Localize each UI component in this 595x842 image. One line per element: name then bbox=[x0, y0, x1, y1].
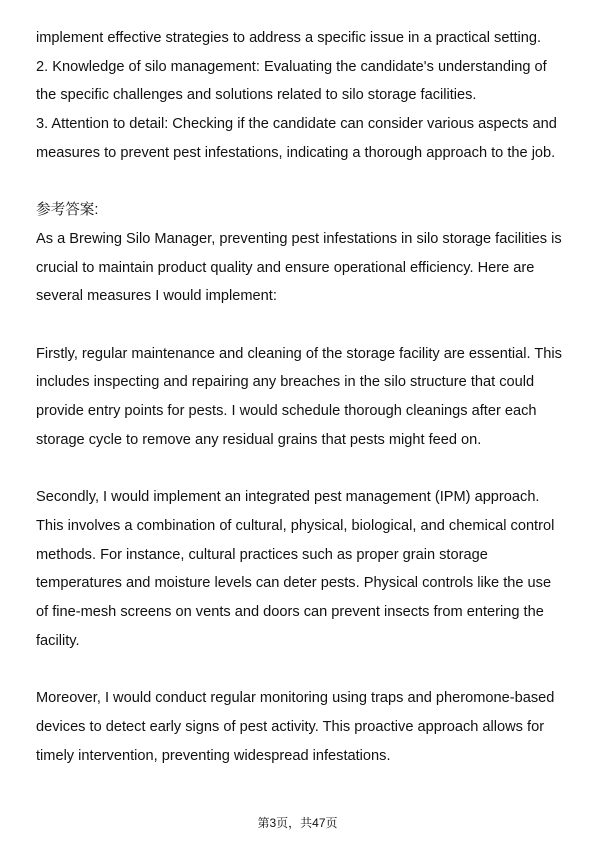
answer-paragraph-3-line: Secondly, I would implement an integrated pest management (IPM) approach. bbox=[36, 489, 540, 506]
intro-line: 3. Attention to detail: Checking if the candidate can consider various aspects and bbox=[36, 116, 557, 133]
paragraph-gap bbox=[36, 655, 564, 684]
answer-paragraph-2-line: provide entry points for pests. I would schedule thorough cleanings after each bbox=[36, 403, 537, 420]
answer-paragraph-4-line: Moreover, I would conduct regular monitoring using traps and pheromone-based bbox=[36, 690, 555, 707]
answer-paragraph-2-line: includes inspecting and repairing any breaches in the silo structure that could bbox=[36, 374, 535, 391]
answer-heading: 参考答案: bbox=[36, 202, 99, 219]
intro-line: the specific challenges and solutions related to silo storage facilities. bbox=[36, 87, 477, 104]
answer-paragraph-2-line: storage cycle to remove any residual grains that pests might feed on. bbox=[36, 431, 482, 448]
answer-paragraph-1-line: crucial to maintain product quality and ensure operational efficiency. Here are bbox=[36, 259, 535, 276]
answer-paragraph-3-line: facility. bbox=[36, 632, 80, 649]
answer-paragraph-3-line: This involves a combination of cultural, physical, biological, and chemical control bbox=[36, 517, 555, 534]
intro-line: implement effective strategies to address a specific issue in a practical setting. bbox=[36, 30, 542, 46]
page-footer: 第3页，共47页 bbox=[257, 816, 338, 830]
answer-paragraph-3-line: methods. For instance, cultural practices such as proper grain storage bbox=[36, 546, 488, 563]
paragraph-gap bbox=[36, 168, 564, 197]
answer-paragraph-1-line: several measures I would implement: bbox=[36, 288, 277, 305]
answer-paragraph-3-line: of fine-mesh screens on vents and doors can prevent insects from entering the bbox=[36, 604, 544, 621]
document-page bbox=[36, 24, 564, 770]
answer-paragraph-4-line: devices to detect early signs of pest activity. This proactive approach allows for bbox=[36, 718, 545, 735]
intro-line: measures to prevent pest infestations, indicating a thorough approach to the job. bbox=[36, 144, 556, 161]
paragraph-gap bbox=[36, 455, 564, 484]
answer-paragraph-2-line: Firstly, regular maintenance and cleaning of the storage facility are essential. This bbox=[36, 345, 562, 362]
intro-line: 2. Knowledge of silo management: Evaluating the candidate's understanding of bbox=[36, 58, 547, 75]
answer-paragraph-1-line: As a Brewing Silo Manager, preventing pest infestations in silo storage facilities is bbox=[36, 230, 562, 247]
paragraph-gap bbox=[36, 311, 564, 340]
answer-paragraph-4-line: timely intervention, preventing widespread infestations. bbox=[36, 747, 391, 764]
answer-paragraph-3-line: temperatures and moisture levels can deter pests. Physical controls like the use bbox=[36, 575, 552, 592]
